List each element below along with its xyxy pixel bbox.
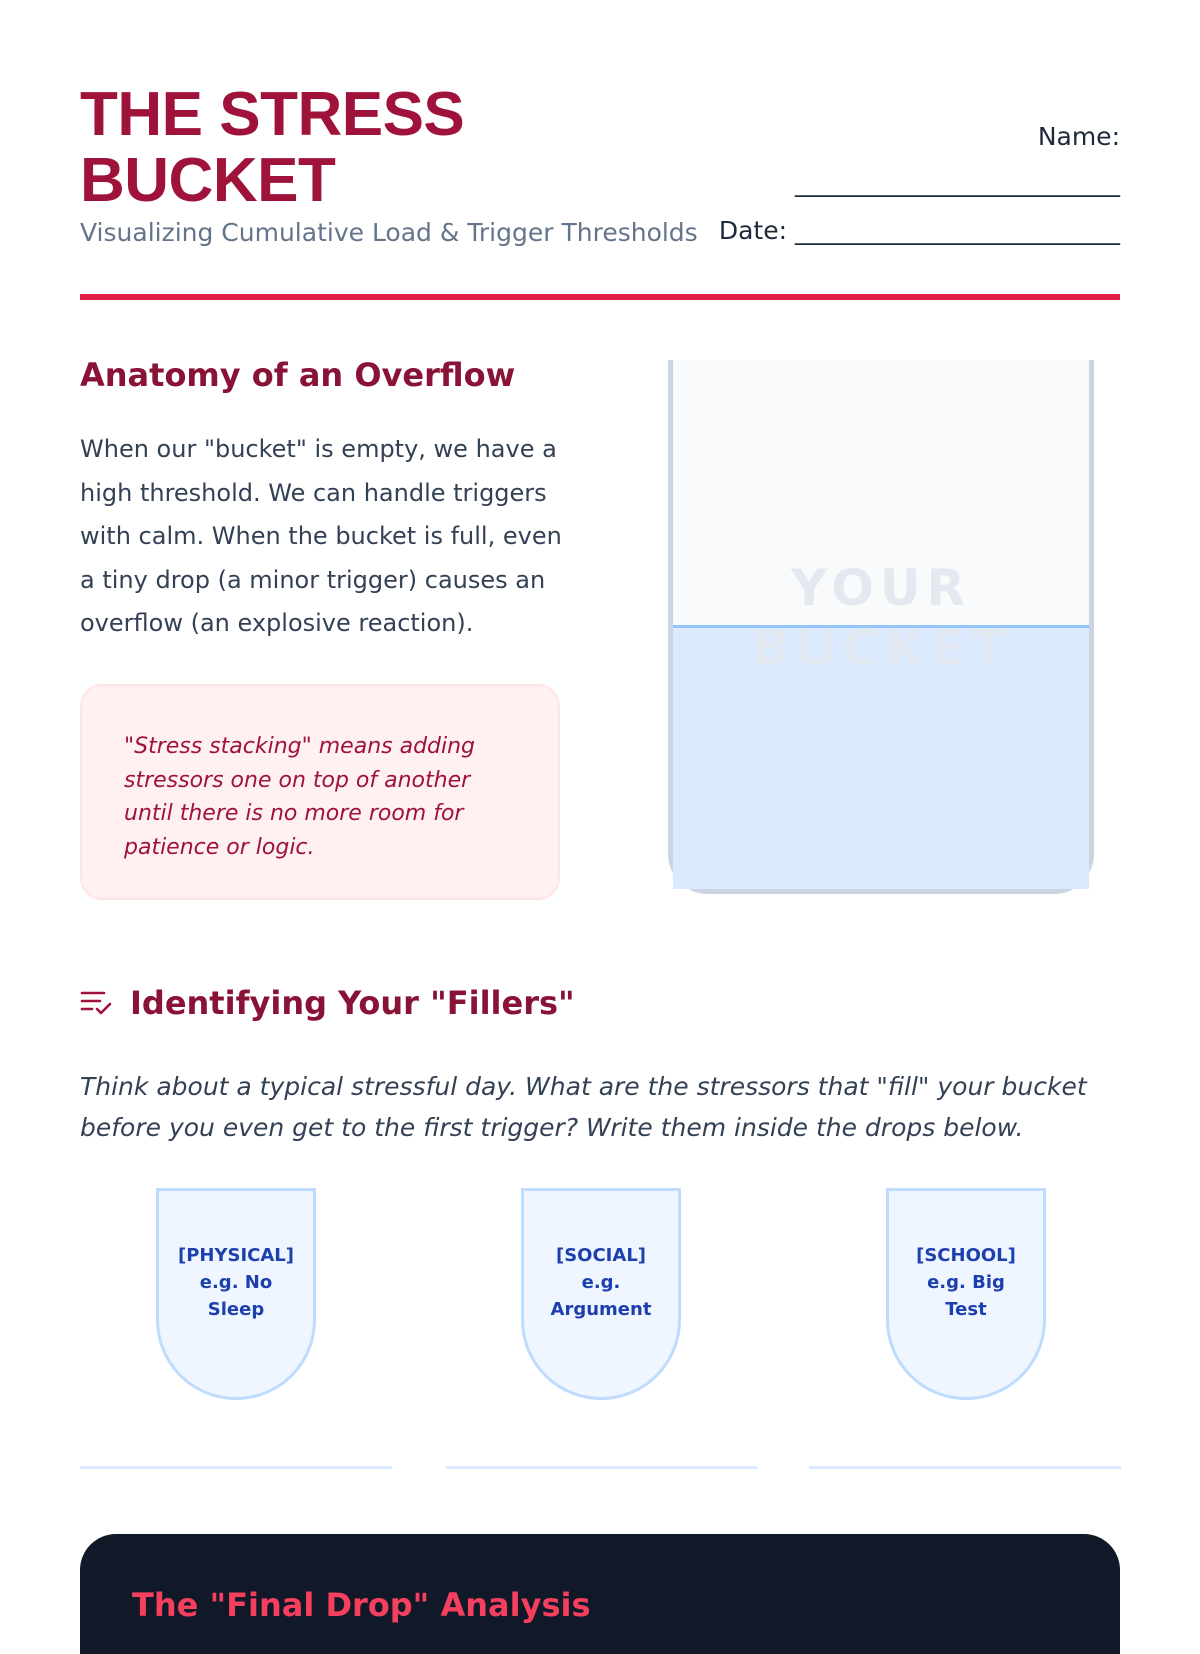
title-line-2: BUCKET [80, 146, 336, 215]
anatomy-heading: Anatomy of an Overflow [80, 356, 516, 394]
final-drop-panel [80, 1534, 1120, 1654]
drop-physical[interactable] [156, 1188, 316, 1400]
drop-category: [PHYSICAL] [177, 1244, 294, 1266]
drop-category: [SOCIAL] [555, 1244, 647, 1266]
fillers-heading-row [80, 984, 575, 1022]
bucket-graphic [668, 360, 1094, 894]
fillers-heading: Identifying Your "Fillers" [130, 984, 575, 1022]
name-field[interactable] [740, 122, 1120, 200]
write-line-1[interactable] [80, 1466, 392, 1469]
bucket-label-line-1: YOUR [790, 559, 972, 617]
date-label: Date: [718, 216, 788, 245]
date-field[interactable] [719, 216, 1120, 245]
write-line-2[interactable] [446, 1466, 758, 1469]
drop-example: e.g. Argument [550, 1271, 652, 1320]
drop-school[interactable] [886, 1188, 1046, 1400]
checklist-icon [80, 988, 112, 1018]
date-blank-line[interactable]: __________________________ [795, 216, 1120, 245]
drop-category: [SCHOOL] [916, 1244, 1016, 1266]
final-drop-heading: The "Final Drop" Analysis [132, 1586, 591, 1624]
fillers-intro-text: Think about a typical stressful day. What are the stressors that "fill" your bucket before you even get to the first trigger? Write them inside the drops below. [80, 1072, 1087, 1142]
drop-social[interactable] [521, 1188, 681, 1400]
callout-text: "Stress stacking" means adding stressors one on top of another until there is no more room for patience or logic. [124, 734, 476, 860]
name-blank-line[interactable]: __________________________ [795, 168, 1120, 197]
anatomy-body-text: When our "bucket" is empty, we have a high threshold. We can handle triggers with calm. When the bucket is full, even a tiny drop (a minor trigger) causes an overflow (an explosive reaction). [80, 435, 562, 637]
drop-example: e.g. No Sleep [199, 1271, 273, 1320]
name-label: Name: [1037, 122, 1120, 151]
bucket-label-line-2: BUCKET [751, 619, 1011, 677]
title-line-1: THE STRESS [80, 80, 465, 149]
bucket-label [673, 558, 1089, 678]
stress-stacking-callout [80, 684, 560, 900]
page-subtitle: Visualizing Cumulative Load & Trigger Thresholds [80, 218, 698, 247]
write-line-3[interactable] [809, 1466, 1121, 1469]
page-title [80, 82, 680, 214]
drop-example: e.g. Big Test [927, 1271, 1005, 1320]
header-divider [80, 294, 1120, 300]
